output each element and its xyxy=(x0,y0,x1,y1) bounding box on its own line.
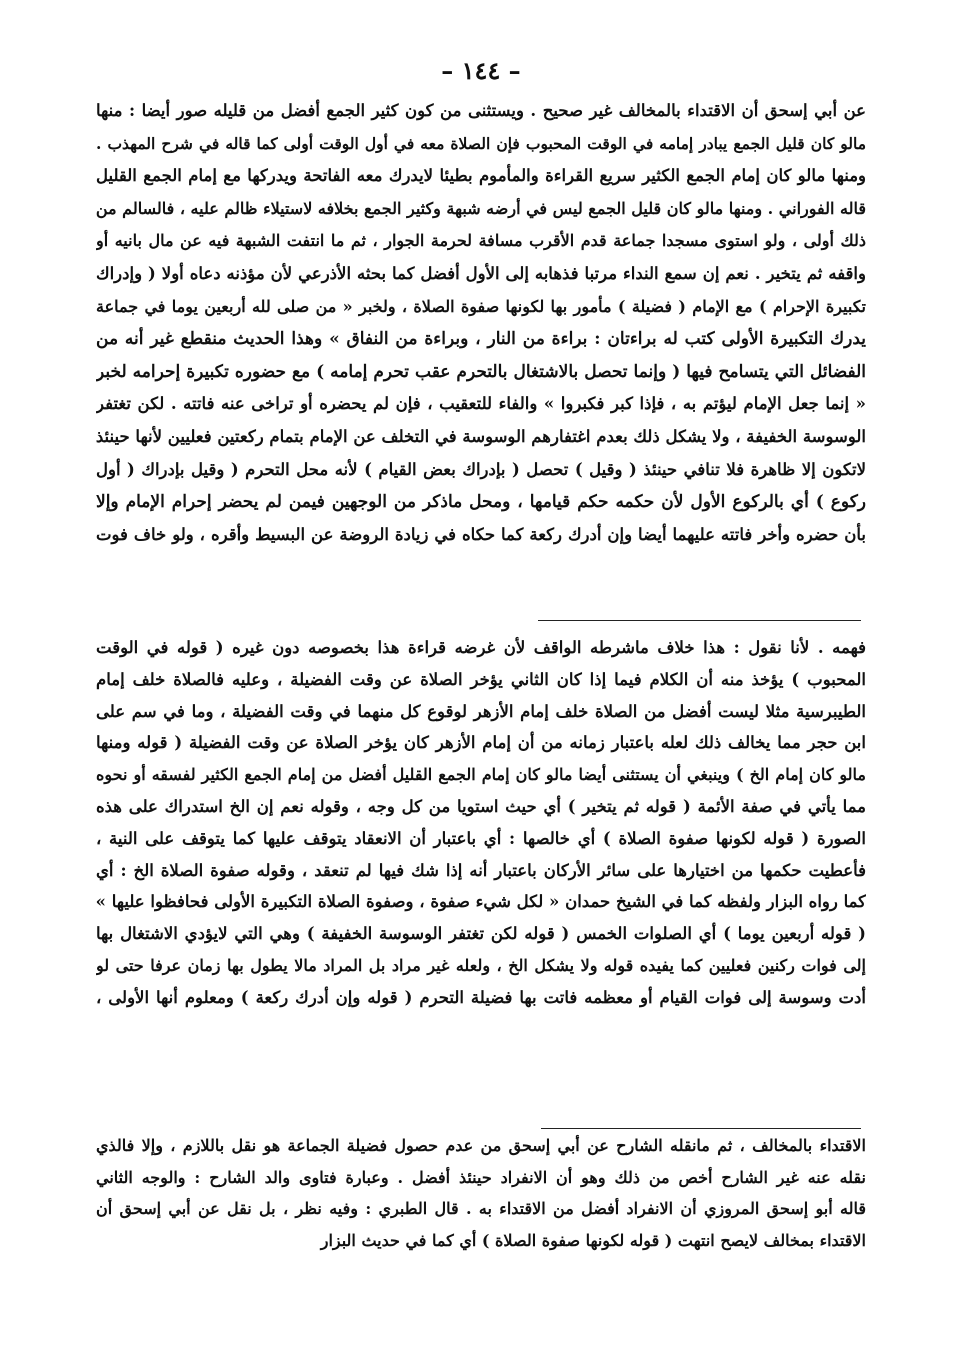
main-text-line: ومنها مالو كان إمام الجمع الكثير سريع القراءة والمأموم بطيئا لايدرك معه الفاتحة ويدركها مع إمام الجمع القليل xyxy=(96,166,866,186)
footnote-text xyxy=(96,1130,866,1256)
main-text-line: الفضائل التي يتسامح فيها ( وإنما تحصل بالاشتغال بالتحرم عقب تحرم إمامه ) مع حضوره تكبيرة إحرامه لخبر xyxy=(96,361,866,382)
commentary-line: الطيبرسية مثلا ليست أفضل من الصلاة خلف إمام الأزهر لوقوع كل منهما في وقت الفضيلة ، وما في سم على xyxy=(96,701,866,721)
main-text-line: عن أبي إسحق أن الاقتداء بالمخالف غير صحيح . ويستثنى من كون كثير الجمع أفضل من قليله صور أيضا : منها xyxy=(96,101,866,120)
main-text-line: مالو كان قليل الجمع يبادر إمامه في الوقت المحبوب فإن الصلاة معه في أول الوقت أولى كما قاله في شرح المهذب . xyxy=(96,133,866,153)
main-text-line: الوسوسة الخفيفة ، ولا يشكل ذلك بعدم اغتفارهم الوسوسة في التخلف عن الإمام بتمام ركعتين فعليين لأنها حينئذ xyxy=(96,426,866,446)
main-text-line: « إنما جعل الإمام ليؤتم به ، فإذا كبر فكبروا » والفاء للتعقيب ، فإن لم يحضره أو تراخى عنه فاتته . لكن تغتفر xyxy=(96,394,866,414)
main-text-line: لاتكون إلا ظاهرة فلا تنافي حينئذ ( وقيل ) تحصل ( بإدراك بعض القيام ) لأنه محل التحرم ( وقيل بإدراك ( أول xyxy=(96,459,866,479)
footnote-line: قاله أبو إسحق المروزي أن الانفراد أفضل من الاقتداء به . قال الطبري : وفيه نظر ، بل نقل عن أبي إسحق أن xyxy=(96,1199,866,1218)
main-text-line: ركوع ) أي بالركوع الأول لأن حكمه حكم قيامها ، ومحل ماذكر من الوجهين فيمن لم يحضر إحرام الإمام وإلا xyxy=(96,492,866,513)
footnote-divider xyxy=(541,1128,861,1129)
main-text-line: يدرك التكبيرة الأولى كتب له براءتان : براءة من النار ، وبراءة من النفاق » وهذا الحديث منقطع غير أنه من xyxy=(96,329,866,350)
commentary-line: ابن حجر مما يخالف ذلك لعله باعتبار زمانه من أن إمام الأزهر كان يؤخر الصلاة عن وقت الفضيلة ( قوله ومنها xyxy=(96,733,866,753)
main-text-line: واقفه ثم يتخير . نعم إن سمع النداء مرتبا فذهابه إلى الأول أفضل كما بحثه الأذرعي لأن مؤذنه دعاه أولا ( وإدراك xyxy=(96,263,866,283)
main-text-line: قاله الفوراني . ومنها مالو كان قليل الجمع ليس في أرضه شبهة وكثير الجمع بخلافه لاستيلاء ظالم عليه ، فالسالم من xyxy=(96,198,866,218)
page-number: – ١٤٤ – xyxy=(441,56,521,85)
footnote-line: الاقتداء بالمخالف ، ثم مانقله الشارح عن أبي إسحق من عدم حصول فضيلة الجماعة هو نقل باللازم ، وإلا فالذي xyxy=(96,1136,866,1155)
commentary-line: فهمه . لأنا نقول : هذا خلاف ماشرطه الواقف لأن غرضه قراءة هذا بخصوصه دون غيره ( قوله في الوقت xyxy=(96,638,866,657)
commentary-line: فأعطيت حكمها من اختيارها على سائر الأركان باعتبار أنه إذا شك فيها لم تنعقد ، وقوله صفوة الصلاة الخ : أي xyxy=(96,860,866,880)
main-text-line: تكبيرة الإحرام ) مع الإمام ( فضيلة ) مأمور بها لكونها صفوة الصلاة ، ولخبر « من صلى لله أربعين يوما في جماعة xyxy=(96,296,866,316)
commentary-line: الصورة ( قوله لكونها صفوة الصلاة ) أي خالصها : أي باعتبار أن الانعقاد يتوقف عليها كما يتوقف على النية ، xyxy=(96,828,866,848)
footnote-line: الاقتداء بمخالف لايصح انتهت ( قوله لكونها صفوة الصلاة ) أي كما في حديث البزار xyxy=(320,1230,866,1250)
commentary-line: ( قوله أربعين يوما ) أي الصلوات الخمس ( قوله لكن تغتفر الوسوسة الخفيفة ) وهي التي لايؤدي الاشتغال بها xyxy=(96,924,866,944)
commentary-line: المحبوب ) يؤخذ منه أن الكلام فيما إذا كان الثاني يؤخر الصلاة عن وقت الفضيلة ، وعليه فالصلاة خلف إمام xyxy=(96,669,866,689)
main-text xyxy=(96,95,866,551)
commentary-line: مالو كان إمام الخ ) وينبغي أن يستثنى أيضا مالو كان إمام الجمع القليل أفضل من إمام الجمع الكثير لفسقه أو نحوه xyxy=(96,765,866,785)
footnote-line: نقله عنه غير الشارح أخص من ذلك وهو أن الانفراد حينئذ أفضل . وعبارة فتاوى والد الشارح : والوجه الثاني xyxy=(96,1167,866,1187)
commentary-line: إلى فوات ركنين فعليين كما يفيده قوله ولا يشكل الخ ، ولعله غير مراد بل المراد مالا يطول بها زمان عرفا حتى لو xyxy=(96,955,866,975)
main-text-line: ذلك أولى ، ولو استوى مسجدا جماعة قدم الأقرب مسافة لحرمة الجوار ، ثم ما انتفت الشبهة فيه عن مال بانيه أو xyxy=(96,231,866,251)
commentary-line: أدت وسوسة إلى فوات القيام أو معظمه فاتت بها فضيلة التحرم ( قوله وإن أدرك ركعة ) ومعلوم أنها الأولى ، xyxy=(96,987,866,1007)
commentary-text xyxy=(96,632,866,1014)
main-text-line: بأن حضره وأخر فاتته عليهما أيضا وإن أدرك ركعة كما حكاه في زيادة الروضة عن البسيط وأقره ، ولو خاف فوت xyxy=(96,524,866,544)
section-divider xyxy=(538,620,861,621)
commentary-line: مما يأتي في صفة الأئمة ( قوله ثم يتخير ) أي حيث استويا من كل وجه ، وقوله نعم إن الخ استدراك على هذه xyxy=(96,796,866,816)
commentary-line: كما رواه البزار ولفظه كما في الشيخ حمدان « لكل شيء صفوة ، وصفوة الصلاة التكبيرة الأولى فحافظوا عليها » xyxy=(96,892,866,912)
